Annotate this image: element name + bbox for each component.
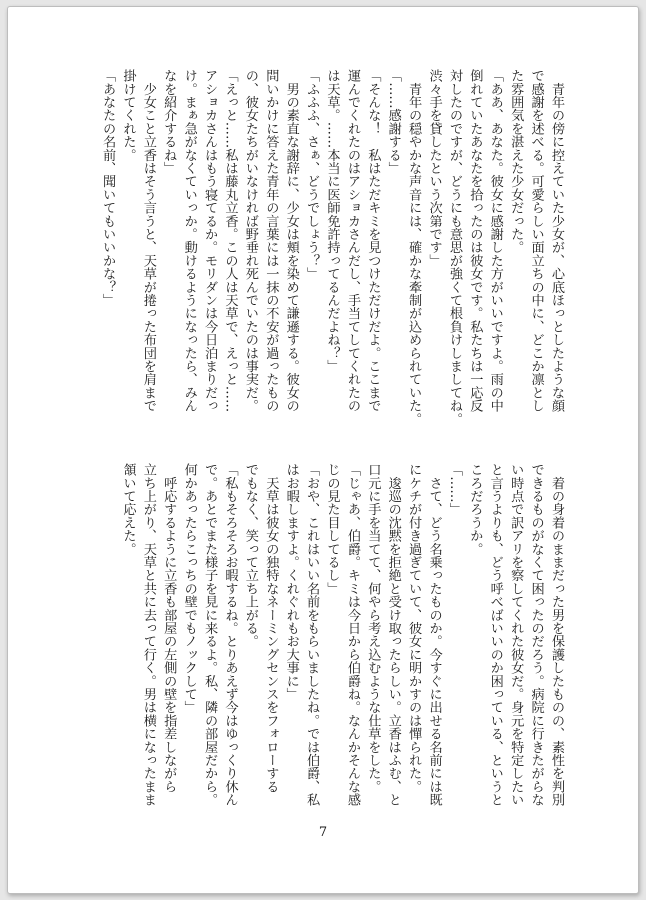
text-line: さて、どう名乗ったものか。今すぐに出せる名前には既 xyxy=(426,463,442,807)
text-line: 口元に手を当てて、何やら考え込むような仕草をした。 xyxy=(365,463,381,793)
text-line: にケチが付き過ぎていて、彼女に明かすのは憚られた。 xyxy=(406,463,422,793)
text-line: 対したのですが、どうにも意思が強くて根負けしましてね。 xyxy=(446,69,462,426)
text-line: 立ち上がり、天草と共に去って行く。男は横になったまま xyxy=(140,463,156,807)
text-line: 「そんな！ 私はただキミを見つけただけだよ。ここまで xyxy=(365,69,381,413)
text-line: 倒れていたあなたを拾ったのは彼女です。私たちは一応反 xyxy=(467,69,483,413)
text-line: じの見た目してるし」 xyxy=(324,463,340,595)
text-line: 何かあったらこっちの壁でもノックして」 xyxy=(181,463,197,714)
text-line: 渋々手を貸したという次第です」 xyxy=(426,69,442,267)
text-line: 着の身着のままだった男を保護したものの、素性を判別 xyxy=(549,463,564,807)
text-line: 掛けてくれた。 xyxy=(120,69,136,162)
text-line: ころだろうか。 xyxy=(467,463,483,556)
text-line: 「……」 xyxy=(446,463,462,516)
text-line: 少女こと立香はそう言うと、天草が捲った布団を肩まで xyxy=(140,69,156,413)
text-line: 「ふふふ、さぁ、どうでしょう？」 xyxy=(304,69,320,281)
text-line: アショカさんはもう寝てるか。モリダンは今日泊まりだっ xyxy=(202,69,218,413)
text-line: 「ああ、あなた。彼女に感謝した方がいいですよ。雨の中 xyxy=(487,69,503,413)
text-line: 「おや、これはいい名前をもらいましたね。では伯爵、私 xyxy=(304,463,320,807)
text-line: はお暇しますよ。くれぐれもお大事に」 xyxy=(283,463,299,701)
text-line: た雰囲気を湛えた少女だった。 xyxy=(508,69,524,254)
text-line: 「えっと……私は藤丸立香。この人は天草で、えっと…… xyxy=(222,69,238,413)
text-line: 「じゃあ、伯爵。キミは今日から伯爵ね。なんかそんな感 xyxy=(344,463,360,807)
text-line: 逡巡の沈黙を拒絶と受け取ったらしい。立香はふむ、と xyxy=(385,463,401,807)
text-line: い時点で訳アリを察してくれた彼女だ。身元を特定したい xyxy=(508,463,524,807)
text-line: の、彼女たちがいなければ野垂れ死んでいたのは事実だ。 xyxy=(242,69,258,413)
text-line: なを紹介するね」 xyxy=(161,69,177,175)
text-line: で。あとでまた様子を見に来るよ。私、隣の部屋だから。 xyxy=(202,463,218,807)
book-page xyxy=(7,6,639,894)
text-line: 青年の穏やかな声音には、確かな牽制が込められていた。 xyxy=(406,69,422,426)
page-number: 7 xyxy=(318,825,328,840)
text-line: で感謝を述べる。可愛らしい面立ちの中に、どこか凛とし xyxy=(528,69,544,413)
text-line: 男の素直な謝辞に、少女は頬を染めて謙遜する。彼女の xyxy=(283,69,299,413)
lower-text-block xyxy=(117,463,566,841)
text-line: できるものがなくて困ったのだろう。病院に行きたがらな xyxy=(528,463,544,807)
text-line: 頷いて応えた。 xyxy=(120,463,136,556)
text-line: 「私もそろそろお暇するね。とりあえず今はゆっくり休ん xyxy=(222,463,238,807)
text-line: 問いかけに答えた青年の言葉には一抹の不安が過ったもの xyxy=(263,69,279,413)
text-line: と言うよりも、どう呼べばいいのか困っている、というと xyxy=(487,463,503,807)
text-line: でもなく、笑って立ち上がる。 xyxy=(242,463,258,648)
upper-text-block xyxy=(97,69,566,447)
text-line: 天草は彼女の独特なネーミングセンスをフォローする xyxy=(263,463,279,793)
text-line: 呼応するように立香も部屋の左側の壁を指差しながら xyxy=(161,463,177,793)
text-line: け。まぁ急がなくていっか。動けるようになったら、みん xyxy=(181,69,197,413)
text-line: 「あなたの名前、聞いてもいいかな？」 xyxy=(100,69,116,307)
text-line: 青年の傍に控えていた少女が、心底ほっとしたような顔 xyxy=(549,69,564,413)
text-line: 「……感謝する」 xyxy=(385,69,401,175)
text-line: 運んでくれたのはアショカさんだし、手当てしてくれたの xyxy=(344,69,360,413)
text-line: は天草。……本当に医師免許持ってるんだよね？」 xyxy=(324,69,340,373)
